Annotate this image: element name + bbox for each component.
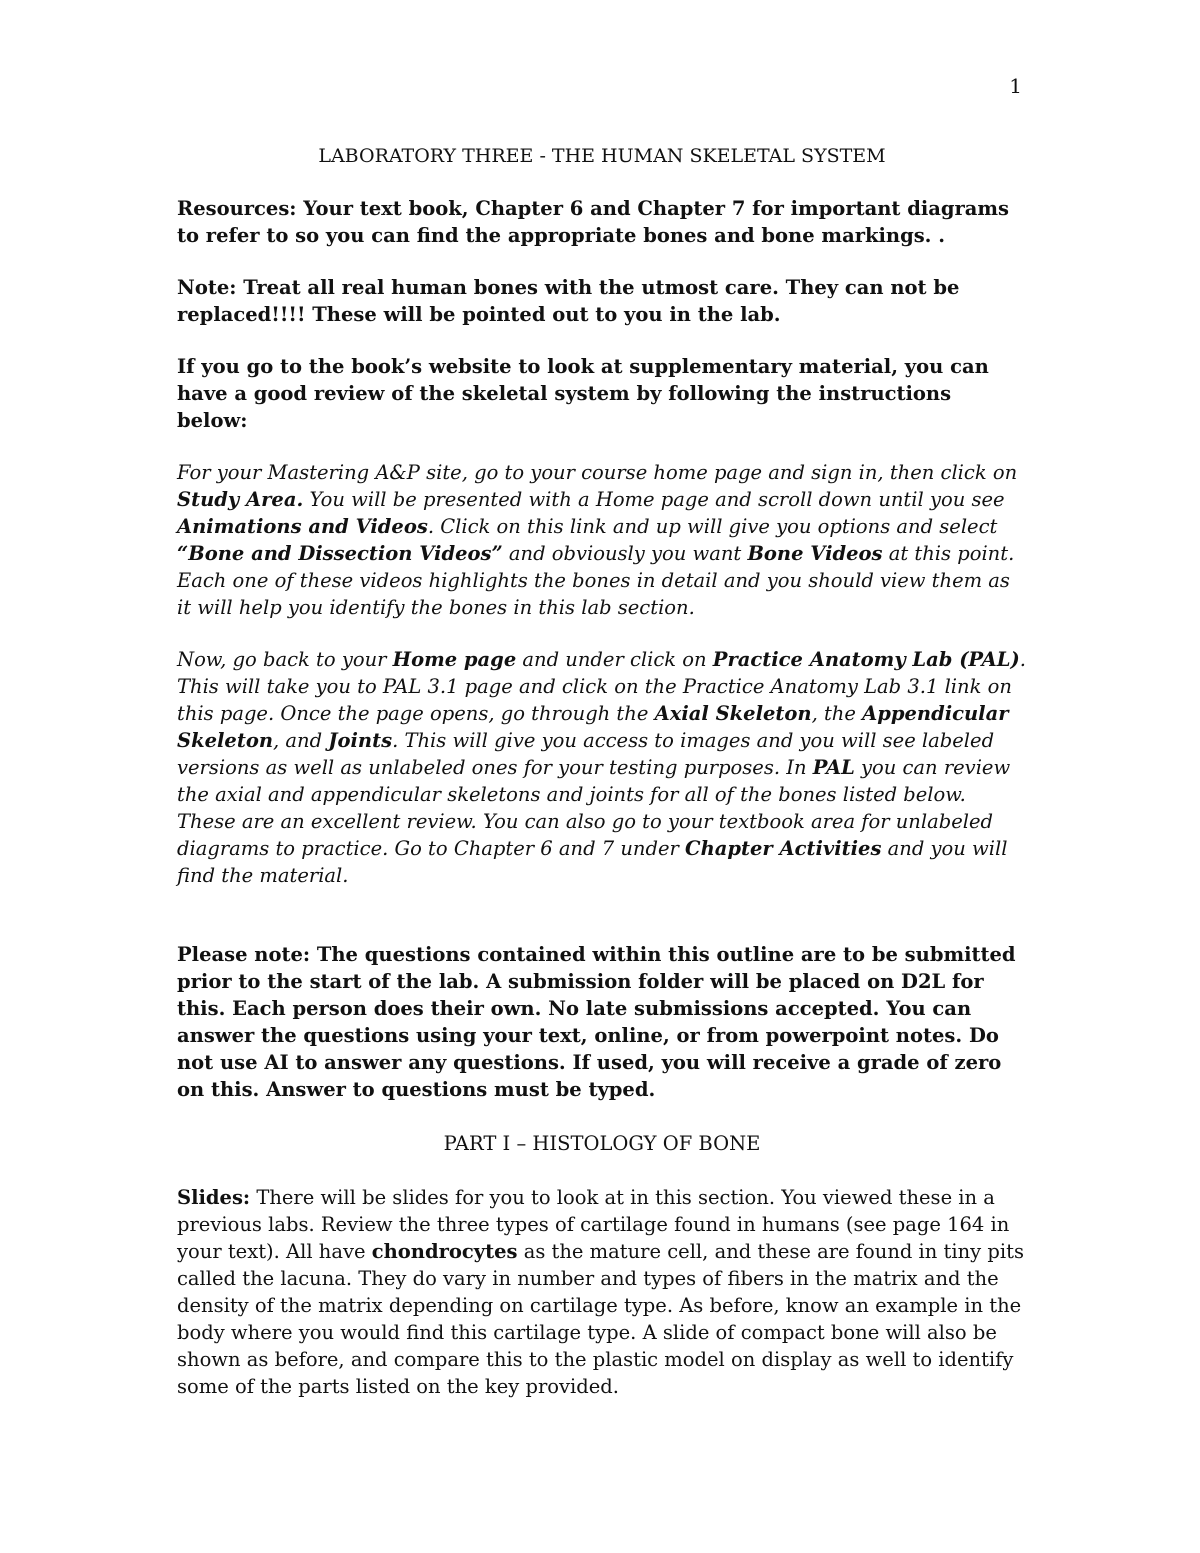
text-run: Now, go back to your [177,648,393,671]
mastering-instructions-paragraph [177,459,1027,621]
pal-link-emphasis: Practice Anatomy Lab (PAL) [712,648,1020,671]
study-area-emphasis: Study Area. [177,488,304,511]
text-run: You will be presented with a Home page and scroll down until you see [303,488,1005,511]
text-run: , and [273,729,329,752]
text-run: you can review the axial and appendicular skeletons and joints for all of the bones listed below. These are an excellent review. You can also go to your textbook area for unlabeled diagrams to practice. Go to Chapter 6 and 7 under [177,756,1011,860]
note-paragraph: Note: Treat all real human bones with the utmost care. They can not be replaced!!!! These will be pointed out to you in the lab. [177,276,960,326]
text-run: For your Mastering A&P site, go to your course home page and sign in, then click on [177,461,1018,484]
slides-label: Slides: [177,1186,251,1209]
page-number: 1 [1009,74,1022,98]
text-run: at this point. Each one of these videos highlights the bones in detail and you should view them as it will help you identify the bones in this lab section. [177,542,1015,619]
text-run: . This will take you to PAL 3.1 page and click on the Practice Anatomy Lab 3.1 link on this page. Once the page opens, go through the [177,648,1026,725]
document-body [177,143,1027,1425]
text-run: and obviously you want [502,542,748,565]
website-paragraph: If you go to the book’s website to look at supplementary material, you can have a good review of the skeletal system by following the instructions below: [177,355,989,432]
text-run: There will be slides for you to look at in this section. You viewed these in a previous labs. Review the three types of cartilage found in humans (see page 164 in your text). All have [177,1186,1010,1263]
pal-emphasis: PAL [812,756,855,779]
text-run: , the [811,702,863,725]
lab-title: LABORATORY THREE - THE HUMAN SKELETAL SYSTEM [318,145,886,167]
bone-videos-emphasis: Bone Videos [747,542,883,565]
text-run: . This will give you access to images and you will see labeled versions as well as unlabeled ones for your testing purposes. In [177,729,995,779]
text-run: and under click on [516,648,713,671]
joints-emphasis: Joints [328,729,393,752]
appendicular-skeleton-emphasis: Appendicular Skeleton [177,702,1009,752]
bone-dissection-videos-emphasis: “Bone and Dissection Videos” [177,542,503,565]
chondrocytes-emphasis: chondrocytes [371,1240,518,1263]
text-run: . Click on this link and up will give you options and select [427,515,998,538]
text-run: as the mature cell, and these are found in tiny pits called the lacuna. They do vary in number and types of fibers in the matrix and the density of the matrix depending on cartilage type. As before, know an example in the body where you would find this cartilage type. A slide of compact bone will also be shown as before, and compare this to the plastic model on display as well to identify some of the parts listed on the key provided. [177,1240,1024,1398]
chapter-activities-emphasis: Chapter Activities [685,837,882,860]
slides-paragraph [177,1184,1027,1400]
axial-skeleton-emphasis: Axial Skeleton [654,702,812,725]
resources-paragraph: Resources: Your text book, Chapter 6 and Chapter 7 for important diagrams to refer to so you can find the appropriate bones and bone markings. . [177,197,1010,247]
home-page-emphasis: Home page [392,648,517,671]
part-one-heading: PART I – HISTOLOGY OF BONE [443,1132,761,1155]
animations-videos-emphasis: Animations and Videos [177,515,428,538]
pal-instructions-paragraph [177,646,1027,889]
submission-note-paragraph: Please note: The questions contained within this outline are to be submitted prior to the start of the lab. A submission folder will be placed on D2L for this. Each person does their own. No late submissions accepted. You can answer the questions using your text, online, or from powerpoint notes. Do not use AI to answer any questions. If used, you will receive a grade of zero on this. Answer to questions must be typed. [177,943,1016,1101]
text-run: and you will find the material. [177,837,1008,887]
